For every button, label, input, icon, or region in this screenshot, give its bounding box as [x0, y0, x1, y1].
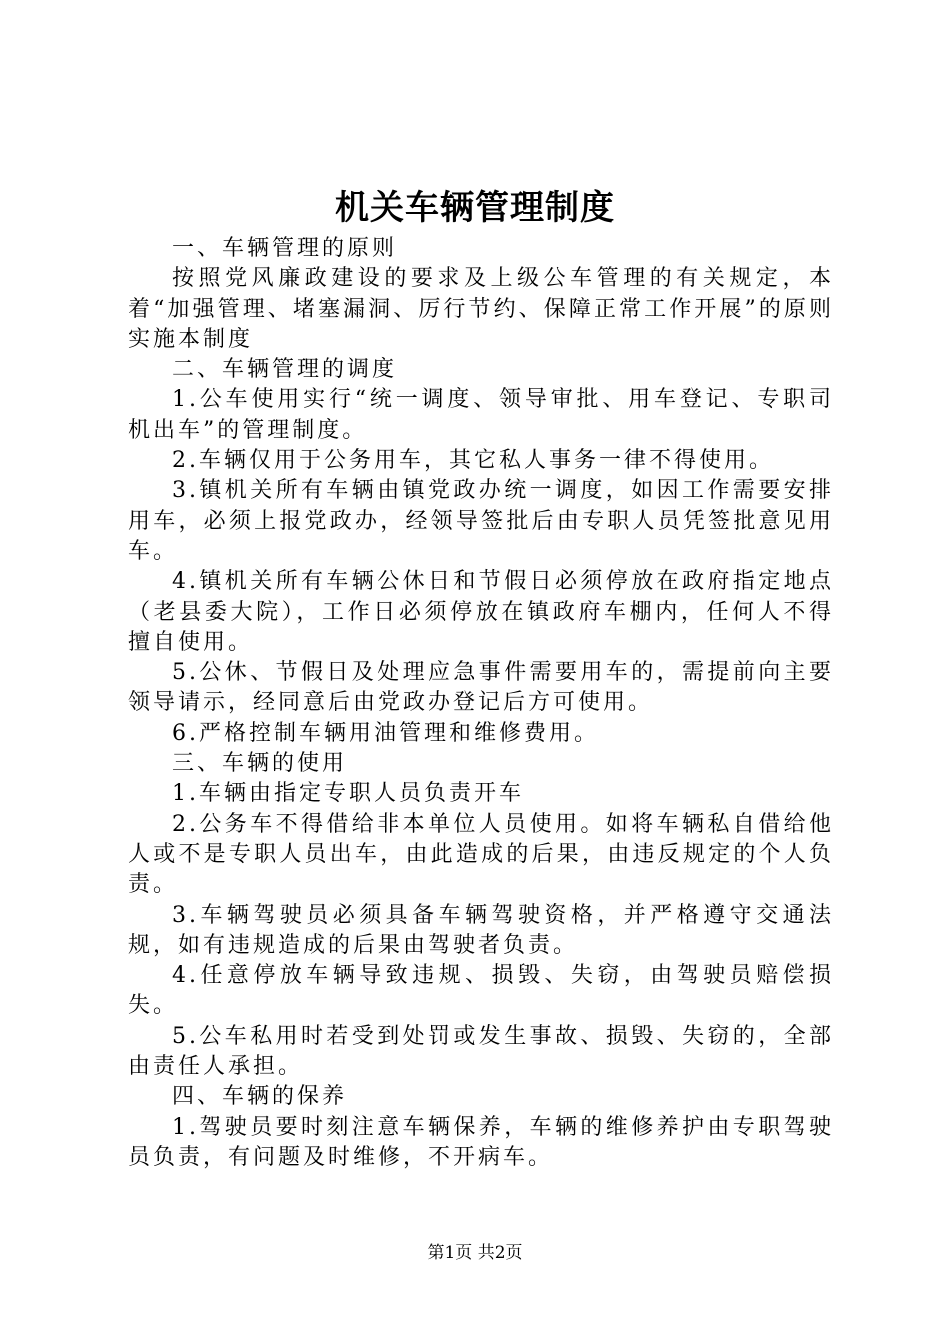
paragraph: 1.驾驶员要时刻注意车辆保养，车辆的维修养护由专职驾驶员负责，有问题及时维修，不开病车。 — [128, 1114, 834, 1170]
paragraph: 1.公车使用实行“统一调度、领导审批、用车登记、专职司机出车”的管理制度。 — [128, 387, 834, 443]
paragraph: 4.镇机关所有车辆公休日和节假日必须停放在政府指定地点（老县委大院），工作日必须停放在镇政府车棚内，任何人不得擅自使用。 — [128, 569, 834, 655]
paragraph: 4.任意停放车辆导致违规、损毁、失窃，由驾驶员赔偿损失。 — [128, 963, 834, 1019]
paragraph: 5.公休、节假日及处理应急事件需要用车的，需提前向主要领导请示，经同意后由党政办登记后方可使用。 — [128, 660, 834, 716]
paragraph: 3.镇机关所有车辆由镇党政办统一调度，如因工作需要安排用车，必须上报党政办，经领导签批后由专职人员凭签批意见用车。 — [128, 478, 834, 564]
paragraph: 2.车辆仅用于公务用车，其它私人事务一律不得使用。 — [172, 448, 774, 474]
page-footer: 第1页 共2页 — [427, 1243, 523, 1263]
section-heading-usage: 三、车辆的使用 — [172, 751, 348, 777]
document-title: 机关车辆管理制度 — [335, 188, 615, 228]
paragraph: 2.公务车不得借给非本单位人员使用。如将车辆私自借给他人或不是专职人员出车，由此造成的后果，由违反规定的个人负责。 — [128, 811, 834, 898]
section-heading-dispatch: 二、车辆管理的调度 — [172, 357, 398, 383]
document-body — [128, 234, 834, 1173]
paragraph: 5.公车私用时若受到处罚或发生事故、损毁、失窃的，全部由责任人承担。 — [128, 1023, 834, 1080]
paragraph: 1.车辆由指定专职人员负责开车 — [172, 781, 524, 807]
section-heading-principles: 一、车辆管理的原则 — [172, 236, 398, 261]
section-heading-maintenance: 四、车辆的保养 — [172, 1084, 348, 1110]
paragraph: 6.严格控制车辆用油管理和维修费用。 — [172, 720, 599, 746]
paragraph: 3.车辆驾驶员必须具备车辆驾驶资格，并严格遵守交通法规，如有违规造成的后果由驾驶者负责。 — [128, 902, 834, 958]
paragraph: 按照党风廉政建设的要求及上级公车管理的有关规定，本着“加强管理、堵塞漏洞、厉行节约、保障正常工作开展”的原则实施本制度 — [128, 266, 834, 352]
